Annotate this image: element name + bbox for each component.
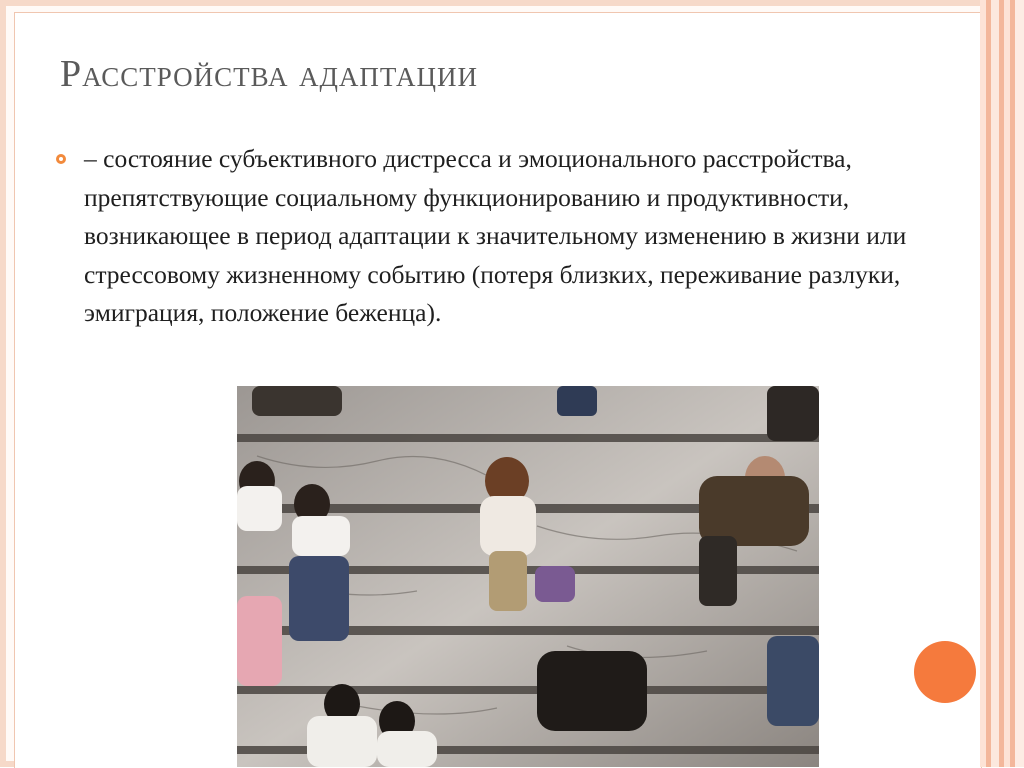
orange-circle-decoration — [914, 641, 976, 703]
bullet-circle-icon — [56, 154, 66, 164]
decorative-stripes — [980, 0, 1024, 767]
bullet-item — [56, 140, 956, 333]
stairs-photo — [237, 386, 819, 767]
bullet-text: – состояние субъективного дистресса и эмоционального расстройства, препятствующие социальному функционированию и продуктивности, возникающее в период адаптации к значительному изменению в жизни или стрессовому жизненному событию (потеря близких, переживание разлуки, эмиграция, положение беженца). — [84, 144, 907, 328]
slide-title: Расстройства адаптации — [60, 53, 479, 95]
